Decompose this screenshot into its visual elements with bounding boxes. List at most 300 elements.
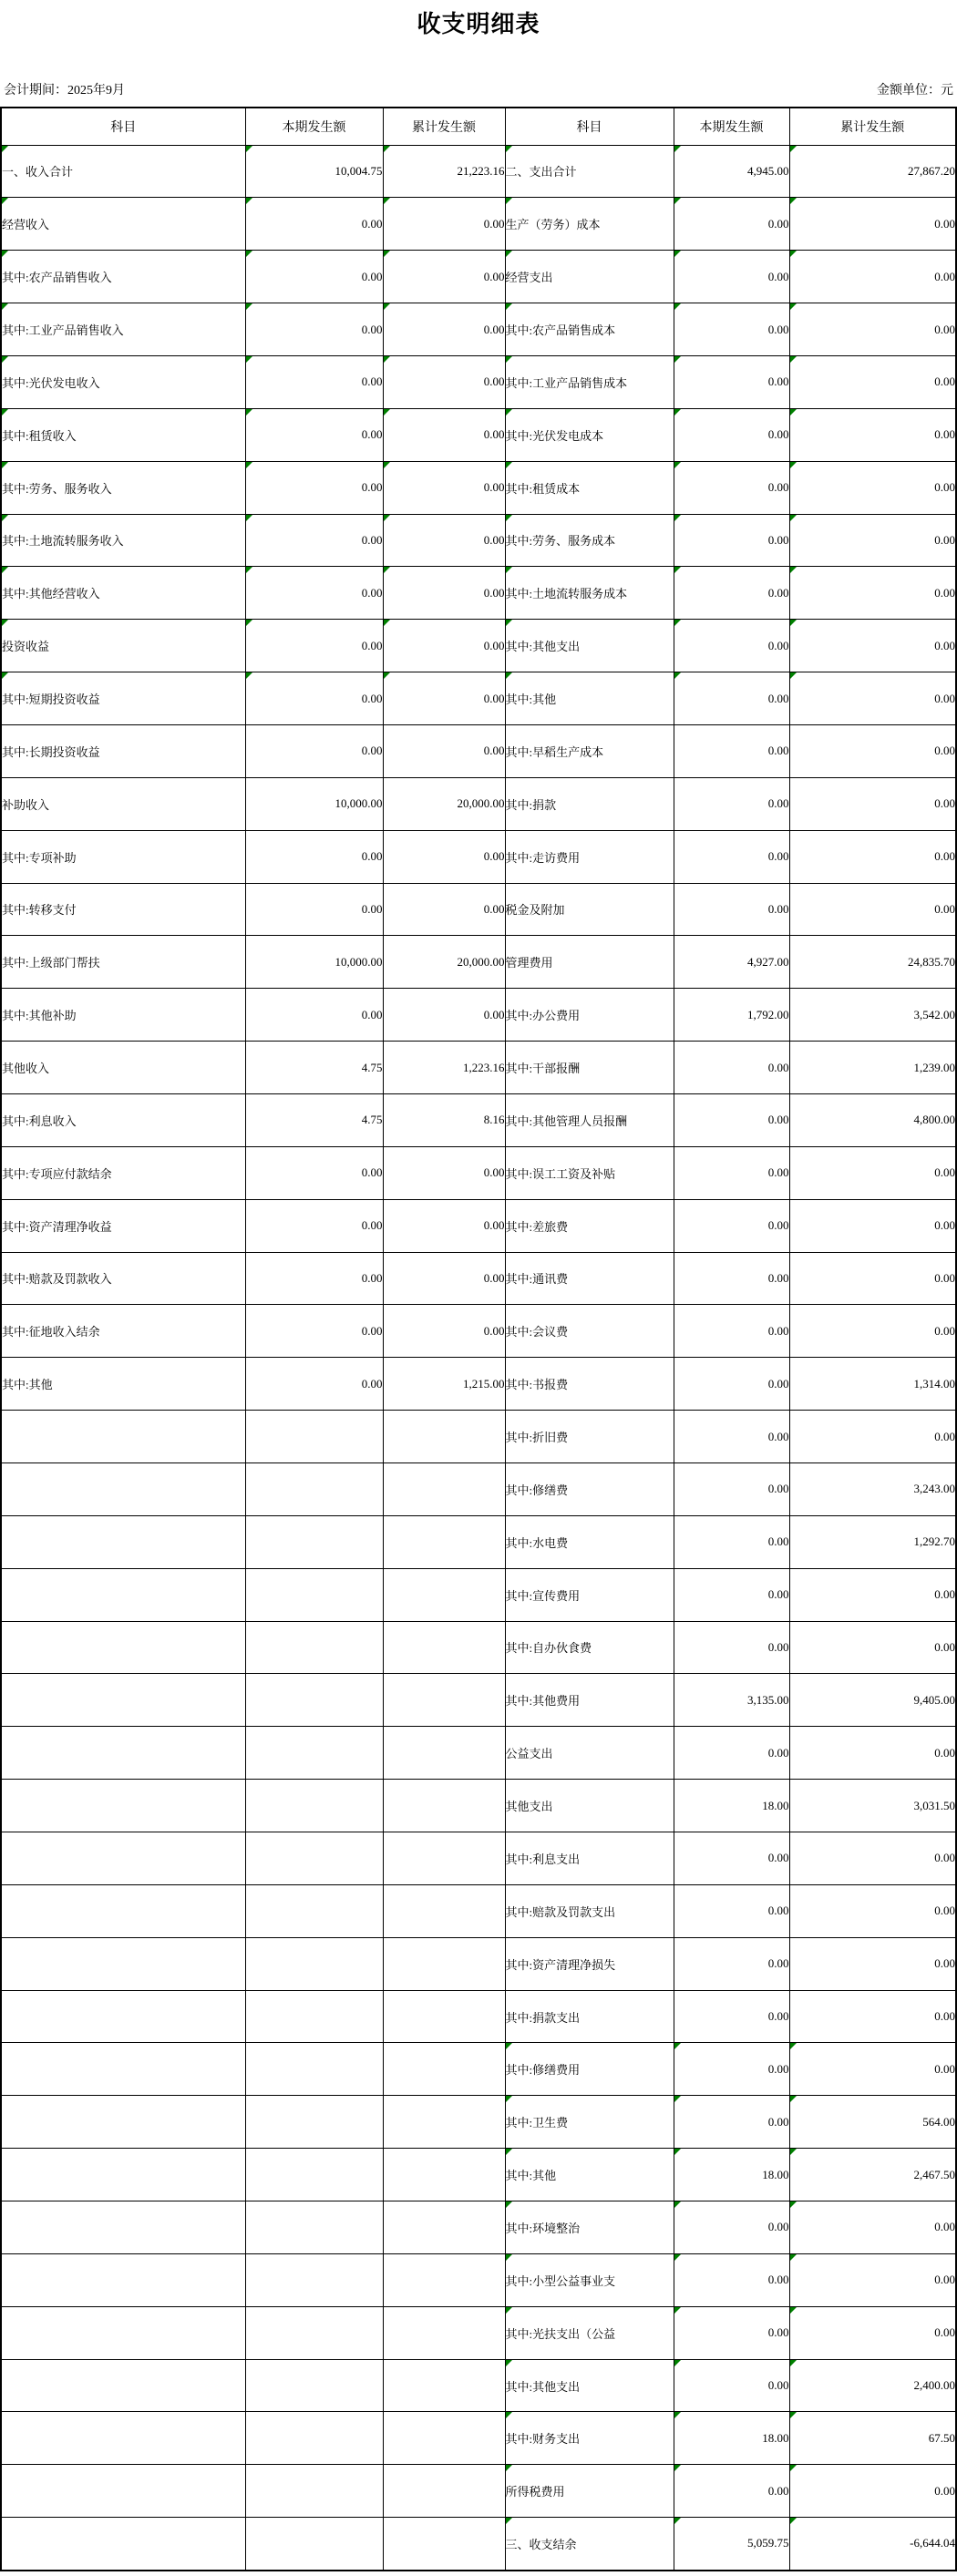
subject-label: 其中:劳务、服务成本 xyxy=(505,534,616,549)
table-row xyxy=(1,1093,956,1146)
subject-label: 其中:短期投资收益 xyxy=(2,693,100,707)
table-row xyxy=(1,2149,956,2201)
cumulative-amount-cell: 20,000.00 xyxy=(383,777,505,830)
cumulative-amount-cell: 564.00 xyxy=(789,2096,956,2149)
current-amount-cell: 0.00 xyxy=(245,567,383,620)
current-amount-cell: 10,000.00 xyxy=(245,936,383,989)
cumulative-amount-cell: 0.00 xyxy=(789,777,956,830)
subject-label: 其中:通讯费 xyxy=(505,1272,569,1287)
table-row xyxy=(1,1042,956,1094)
subject-label: 其中:宣传费用 xyxy=(505,1588,581,1603)
cumulative-amount-cell xyxy=(383,2359,505,2412)
table-row xyxy=(1,1146,956,1199)
table-row xyxy=(1,408,956,461)
cumulative-amount-cell: 0.00 xyxy=(789,1937,956,1990)
current-amount-cell: 4.75 xyxy=(245,1042,383,1094)
subject-label: 其中:赔款及罚款收入 xyxy=(2,1272,112,1287)
table-row xyxy=(1,936,956,989)
current-amount-cell: 0.00 xyxy=(674,1411,789,1463)
subject-cell xyxy=(505,989,674,1042)
current-amount-cell: 0.00 xyxy=(674,1990,789,2043)
cumulative-amount-cell: 0.00 xyxy=(789,1411,956,1463)
subject-label: 其中:干部报酬 xyxy=(505,1062,581,1076)
subject-label: 其中:转移支付 xyxy=(2,903,77,918)
cumulative-amount-cell xyxy=(383,2096,505,2149)
current-amount-cell: 0.00 xyxy=(674,1727,789,1780)
subject-label: 其中:会议费 xyxy=(505,1325,569,1339)
cumulative-amount-cell: 0.00 xyxy=(789,2043,956,2096)
table-row xyxy=(1,883,956,936)
cumulative-amount-cell: 20,000.00 xyxy=(383,936,505,989)
subject-cell xyxy=(505,1990,674,2043)
cumulative-amount-cell xyxy=(383,2253,505,2306)
subject-cell xyxy=(1,2096,245,2149)
subject-cell xyxy=(1,1146,245,1199)
subject-cell xyxy=(505,2412,674,2465)
report-table-body xyxy=(1,145,956,2571)
subject-cell xyxy=(1,830,245,883)
subject-label: 其中:租赁收入 xyxy=(2,428,77,443)
cumulative-amount-cell: 0.00 xyxy=(383,620,505,672)
subject-label: 其中:光扶支出（公益 xyxy=(505,2326,616,2341)
subject-label: 经营支出 xyxy=(505,271,553,285)
subject-cell xyxy=(505,461,674,514)
subject-cell xyxy=(1,1674,245,1727)
subject-cell xyxy=(1,2465,245,2518)
cumulative-amount-cell: 2,467.50 xyxy=(789,2149,956,2201)
current-amount-cell xyxy=(245,1990,383,2043)
cumulative-amount-cell: 67.50 xyxy=(789,2412,956,2465)
subject-cell xyxy=(1,2201,245,2254)
current-amount-cell: 0.00 xyxy=(245,883,383,936)
table-row xyxy=(1,620,956,672)
cumulative-amount-cell: 0.00 xyxy=(789,2465,956,2518)
table-row xyxy=(1,2465,956,2518)
current-amount-cell: 0.00 xyxy=(674,1358,789,1411)
subject-cell xyxy=(505,251,674,303)
cumulative-amount-cell: 0.00 xyxy=(383,408,505,461)
subject-cell xyxy=(505,2518,674,2571)
subject-label: 其中:水电费 xyxy=(505,1535,569,1550)
subject-cell xyxy=(505,883,674,936)
cumulative-amount-cell: 0.00 xyxy=(383,198,505,251)
cumulative-amount-cell xyxy=(383,1780,505,1832)
current-amount-cell: 0.00 xyxy=(674,1093,789,1146)
cumulative-amount-cell: 0.00 xyxy=(383,251,505,303)
table-row xyxy=(1,777,956,830)
subject-cell xyxy=(505,2253,674,2306)
subject-cell xyxy=(505,2306,674,2359)
subject-cell xyxy=(505,1199,674,1252)
subject-label: 三、收支结余 xyxy=(505,2537,577,2551)
current-amount-cell: 0.00 xyxy=(674,2096,789,2149)
subject-cell xyxy=(1,1515,245,1568)
table-row xyxy=(1,1515,956,1568)
cumulative-amount-cell: 0.00 xyxy=(789,408,956,461)
subject-label: 其中:其他费用 xyxy=(505,1694,581,1709)
current-amount-cell: 0.00 xyxy=(674,883,789,936)
table-row xyxy=(1,2359,956,2412)
current-amount-cell: 0.00 xyxy=(674,1199,789,1252)
cumulative-amount-cell: 0.00 xyxy=(789,567,956,620)
subject-cell xyxy=(1,1990,245,2043)
subject-cell xyxy=(505,1832,674,1885)
header-subject-left: 科目 xyxy=(1,108,245,145)
cumulative-amount-cell: 0.00 xyxy=(789,251,956,303)
table-row xyxy=(1,1568,956,1621)
subject-label: 税金及附加 xyxy=(505,903,565,918)
subject-label: 公益支出 xyxy=(505,1747,553,1761)
subject-label: 其中:其他管理人员报酬 xyxy=(505,1114,628,1128)
current-amount-cell xyxy=(245,2253,383,2306)
subject-label: 其中:专项补助 xyxy=(2,850,77,865)
subject-cell xyxy=(505,1515,674,1568)
subject-cell xyxy=(1,1462,245,1515)
current-amount-cell xyxy=(245,1568,383,1621)
current-amount-cell: 0.00 xyxy=(674,830,789,883)
current-amount-cell: 0.00 xyxy=(674,1146,789,1199)
current-amount-cell: 0.00 xyxy=(674,1042,789,1094)
income-expense-table xyxy=(0,107,957,2571)
table-row xyxy=(1,1621,956,1674)
header-cumulative-right: 累计发生额 xyxy=(789,108,956,145)
subject-label: 其中:资产清理净损失 xyxy=(505,1957,616,1972)
subject-cell xyxy=(1,1832,245,1885)
cumulative-amount-cell: 0.00 xyxy=(383,724,505,777)
subject-cell xyxy=(505,777,674,830)
current-amount-cell: 0.00 xyxy=(245,989,383,1042)
subject-cell xyxy=(1,198,245,251)
subject-cell xyxy=(505,1411,674,1463)
subject-label: 其中:书报费 xyxy=(505,1378,569,1392)
table-row xyxy=(1,1305,956,1358)
cumulative-amount-cell: 0.00 xyxy=(383,989,505,1042)
cumulative-amount-cell: 1,223.16 xyxy=(383,1042,505,1094)
subject-cell xyxy=(1,1093,245,1146)
subject-label: 其中:租赁成本 xyxy=(505,481,581,496)
subject-label: 其中:上级部门帮扶 xyxy=(2,956,100,970)
cumulative-amount-cell: 0.00 xyxy=(383,1305,505,1358)
subject-cell xyxy=(1,989,245,1042)
subject-label: 其中:误工工资及补贴 xyxy=(505,1166,616,1181)
subject-label: 其中:环境整治 xyxy=(505,2221,581,2235)
cumulative-amount-cell: 27,867.20 xyxy=(789,145,956,198)
cumulative-amount-cell: 0.00 xyxy=(383,355,505,408)
table-row xyxy=(1,514,956,567)
subject-cell xyxy=(1,1937,245,1990)
current-amount-cell xyxy=(245,1832,383,1885)
subject-cell xyxy=(1,724,245,777)
table-row xyxy=(1,1780,956,1832)
subject-cell xyxy=(505,2359,674,2412)
current-amount-cell: 0.00 xyxy=(245,1358,383,1411)
cumulative-amount-cell: 0.00 xyxy=(789,355,956,408)
subject-cell xyxy=(1,2518,245,2571)
subject-cell xyxy=(505,1462,674,1515)
current-amount-cell xyxy=(245,2359,383,2412)
subject-label: 其中:办公费用 xyxy=(505,1009,581,1023)
subject-cell xyxy=(505,303,674,356)
cumulative-amount-cell: 3,243.00 xyxy=(789,1462,956,1515)
subject-cell xyxy=(505,2096,674,2149)
subject-cell xyxy=(505,1093,674,1146)
subject-label: 其中:修缮费 xyxy=(505,1483,569,1497)
table-row xyxy=(1,461,956,514)
subject-cell xyxy=(505,1305,674,1358)
subject-cell xyxy=(505,1042,674,1094)
subject-label: 其中:工业产品销售成本 xyxy=(505,375,628,390)
current-amount-cell xyxy=(245,2149,383,2201)
subject-cell xyxy=(1,303,245,356)
subject-cell xyxy=(505,1358,674,1411)
header-cumulative-left: 累计发生额 xyxy=(383,108,505,145)
subject-cell xyxy=(1,2149,245,2201)
current-amount-cell: 0.00 xyxy=(674,2306,789,2359)
current-amount-cell: 0.00 xyxy=(245,1199,383,1252)
current-amount-cell: 0.00 xyxy=(674,1884,789,1937)
current-amount-cell: 0.00 xyxy=(674,2465,789,2518)
subject-cell xyxy=(505,1621,674,1674)
subject-label: 其中:土地流转服务成本 xyxy=(505,587,628,601)
subject-cell xyxy=(1,2253,245,2306)
cumulative-amount-cell xyxy=(383,1832,505,1885)
current-amount-cell: 0.00 xyxy=(245,1305,383,1358)
subject-cell xyxy=(1,1358,245,1411)
subject-cell xyxy=(1,461,245,514)
subject-label: 所得税费用 xyxy=(505,2485,565,2499)
accounting-period-label: 会计期间：2025年9月 xyxy=(4,84,125,97)
subject-label: 其中:走访费用 xyxy=(505,850,581,865)
subject-label: 其中:赔款及罚款支出 xyxy=(505,1904,616,1919)
subject-label: 其中:修缮费用 xyxy=(505,2063,581,2078)
table-row xyxy=(1,1462,956,1515)
subject-cell xyxy=(505,1252,674,1305)
subject-cell xyxy=(1,1621,245,1674)
cumulative-amount-cell: 4,800.00 xyxy=(789,1093,956,1146)
cumulative-amount-cell: 3,031.50 xyxy=(789,1780,956,1832)
subject-label: 其中:小型公益事业支 xyxy=(505,2273,616,2288)
cumulative-amount-cell xyxy=(383,2201,505,2254)
cumulative-amount-cell: 0.00 xyxy=(789,2201,956,2254)
current-amount-cell: 0.00 xyxy=(674,2253,789,2306)
cumulative-amount-cell: 3,542.00 xyxy=(789,989,956,1042)
table-row xyxy=(1,1358,956,1411)
subject-label: 其中:长期投资收益 xyxy=(2,744,100,759)
subject-cell xyxy=(505,408,674,461)
cumulative-amount-cell: 0.00 xyxy=(383,830,505,883)
cumulative-amount-cell: -6,644.04 xyxy=(789,2518,956,2571)
table-row xyxy=(1,830,956,883)
subject-label: 其中:其他 xyxy=(505,2169,557,2183)
subject-cell xyxy=(1,1042,245,1094)
cumulative-amount-cell: 0.00 xyxy=(383,1199,505,1252)
cumulative-amount-cell: 1,314.00 xyxy=(789,1358,956,1411)
meta-bar xyxy=(0,80,957,100)
subject-cell xyxy=(505,2201,674,2254)
cumulative-amount-cell xyxy=(383,2149,505,2201)
cumulative-amount-cell: 0.00 xyxy=(789,2253,956,2306)
subject-label: 其中:其他 xyxy=(2,1378,53,1392)
subject-label: 其中:财务支出 xyxy=(505,2432,581,2447)
current-amount-cell: 0.00 xyxy=(674,777,789,830)
subject-cell xyxy=(505,1937,674,1990)
subject-label: 其中:土地流转服务收入 xyxy=(2,534,124,549)
current-amount-cell xyxy=(245,1411,383,1463)
cumulative-amount-cell: 0.00 xyxy=(789,1199,956,1252)
current-amount-cell xyxy=(245,1937,383,1990)
current-amount-cell: 0.00 xyxy=(245,303,383,356)
subject-label: 生产（劳务）成本 xyxy=(505,218,601,232)
subject-cell xyxy=(1,1199,245,1252)
current-amount-cell: 0.00 xyxy=(674,1462,789,1515)
subject-cell xyxy=(1,672,245,725)
subject-cell xyxy=(505,514,674,567)
header-row xyxy=(1,108,956,145)
cumulative-amount-cell: 0.00 xyxy=(789,724,956,777)
current-amount-cell: 10,004.75 xyxy=(245,145,383,198)
current-amount-cell: 0.00 xyxy=(245,724,383,777)
current-amount-cell: 0.00 xyxy=(674,724,789,777)
current-amount-cell xyxy=(245,2096,383,2149)
subject-cell xyxy=(505,1884,674,1937)
current-amount-cell xyxy=(245,2306,383,2359)
subject-cell xyxy=(1,1305,245,1358)
table-row xyxy=(1,145,956,198)
cumulative-amount-cell xyxy=(383,1568,505,1621)
cumulative-amount-cell: 0.00 xyxy=(789,1146,956,1199)
current-amount-cell xyxy=(245,2043,383,2096)
subject-cell xyxy=(1,777,245,830)
subject-cell xyxy=(1,251,245,303)
subject-label: 其中:捐款 xyxy=(505,797,557,812)
cumulative-amount-cell: 0.00 xyxy=(789,620,956,672)
subject-label: 其中:折旧费 xyxy=(505,1431,569,1445)
amount-unit-label: 金额单位：元 xyxy=(877,84,953,97)
current-amount-cell: 0.00 xyxy=(245,514,383,567)
current-amount-cell: 3,135.00 xyxy=(674,1674,789,1727)
current-amount-cell xyxy=(245,2412,383,2465)
subject-cell xyxy=(505,1146,674,1199)
cumulative-amount-cell xyxy=(383,2306,505,2359)
table-row xyxy=(1,672,956,725)
table-row xyxy=(1,567,956,620)
current-amount-cell: 0.00 xyxy=(245,1146,383,1199)
subject-label: 其中:利息支出 xyxy=(505,1852,581,1866)
subject-cell xyxy=(1,408,245,461)
cumulative-amount-cell xyxy=(383,2412,505,2465)
subject-cell xyxy=(1,936,245,989)
subject-label: 其中:工业产品销售收入 xyxy=(2,323,124,337)
table-row xyxy=(1,1884,956,1937)
cumulative-amount-cell xyxy=(383,2465,505,2518)
current-amount-cell: 0.00 xyxy=(674,1937,789,1990)
table-row xyxy=(1,2253,956,2306)
subject-cell xyxy=(505,620,674,672)
subject-label: 其中:早稻生产成本 xyxy=(505,744,604,759)
subject-label: 其中:资产清理净收益 xyxy=(2,1219,112,1234)
current-amount-cell: 0.00 xyxy=(245,408,383,461)
subject-cell xyxy=(1,567,245,620)
table-row xyxy=(1,1937,956,1990)
current-amount-cell: 0.00 xyxy=(674,1832,789,1885)
current-amount-cell: 0.00 xyxy=(674,1305,789,1358)
cumulative-amount-cell xyxy=(383,1621,505,1674)
current-amount-cell: 0.00 xyxy=(674,2359,789,2412)
subject-cell xyxy=(1,2043,245,2096)
table-row xyxy=(1,1411,956,1463)
table-row xyxy=(1,2412,956,2465)
table-row xyxy=(1,2518,956,2571)
current-amount-cell: 0.00 xyxy=(674,303,789,356)
subject-cell xyxy=(505,145,674,198)
subject-label: 投资收益 xyxy=(2,640,50,654)
subject-label: 其中:其他经营收入 xyxy=(2,587,100,601)
cumulative-amount-cell xyxy=(383,1411,505,1463)
current-amount-cell: 0.00 xyxy=(245,198,383,251)
current-amount-cell xyxy=(245,1884,383,1937)
table-row xyxy=(1,1199,956,1252)
header-current-right: 本期发生额 xyxy=(674,108,789,145)
current-amount-cell: 0.00 xyxy=(674,2043,789,2096)
cumulative-amount-cell: 0.00 xyxy=(789,1832,956,1885)
subject-cell xyxy=(1,1727,245,1780)
cumulative-amount-cell: 0.00 xyxy=(383,1146,505,1199)
current-amount-cell xyxy=(245,1674,383,1727)
cumulative-amount-cell: 21,223.16 xyxy=(383,145,505,198)
subject-cell xyxy=(505,2043,674,2096)
subject-label: 其中:自办伙食费 xyxy=(505,1641,592,1656)
subject-cell xyxy=(505,830,674,883)
subject-cell xyxy=(1,2359,245,2412)
cumulative-amount-cell: 0.00 xyxy=(789,514,956,567)
cumulative-amount-cell: 0.00 xyxy=(789,1727,956,1780)
current-amount-cell: 0.00 xyxy=(245,620,383,672)
current-amount-cell xyxy=(245,1780,383,1832)
cumulative-amount-cell xyxy=(383,1727,505,1780)
table-row xyxy=(1,2096,956,2149)
cumulative-amount-cell: 0.00 xyxy=(789,1621,956,1674)
subject-label: 经营收入 xyxy=(2,218,50,232)
table-row xyxy=(1,355,956,408)
subject-label: 其中:专项应付款结余 xyxy=(2,1166,112,1181)
cumulative-amount-cell xyxy=(383,2518,505,2571)
subject-label: 其中:利息收入 xyxy=(2,1114,77,1128)
subject-cell xyxy=(505,355,674,408)
cumulative-amount-cell: 0.00 xyxy=(789,1990,956,2043)
current-amount-cell: 0.00 xyxy=(674,672,789,725)
table-row xyxy=(1,2043,956,2096)
current-amount-cell: 18.00 xyxy=(674,2412,789,2465)
subject-label: 其中:农产品销售收入 xyxy=(2,271,112,285)
subject-cell xyxy=(1,1252,245,1305)
subject-label: 其中:光伏发电收入 xyxy=(2,375,100,390)
current-amount-cell: 0.00 xyxy=(674,620,789,672)
current-amount-cell: 0.00 xyxy=(245,830,383,883)
table-row xyxy=(1,251,956,303)
cumulative-amount-cell: 0.00 xyxy=(789,1568,956,1621)
cumulative-amount-cell: 0.00 xyxy=(383,303,505,356)
table-row xyxy=(1,724,956,777)
current-amount-cell: 4,927.00 xyxy=(674,936,789,989)
cumulative-amount-cell: 0.00 xyxy=(789,672,956,725)
current-amount-cell: 0.00 xyxy=(674,1621,789,1674)
subject-label: 其他收入 xyxy=(2,1062,50,1076)
cumulative-amount-cell: 8.16 xyxy=(383,1093,505,1146)
cumulative-amount-cell: 9,405.00 xyxy=(789,1674,956,1727)
subject-label: 其中:其他补助 xyxy=(2,1009,77,1023)
cumulative-amount-cell: 0.00 xyxy=(383,514,505,567)
subject-cell xyxy=(1,355,245,408)
